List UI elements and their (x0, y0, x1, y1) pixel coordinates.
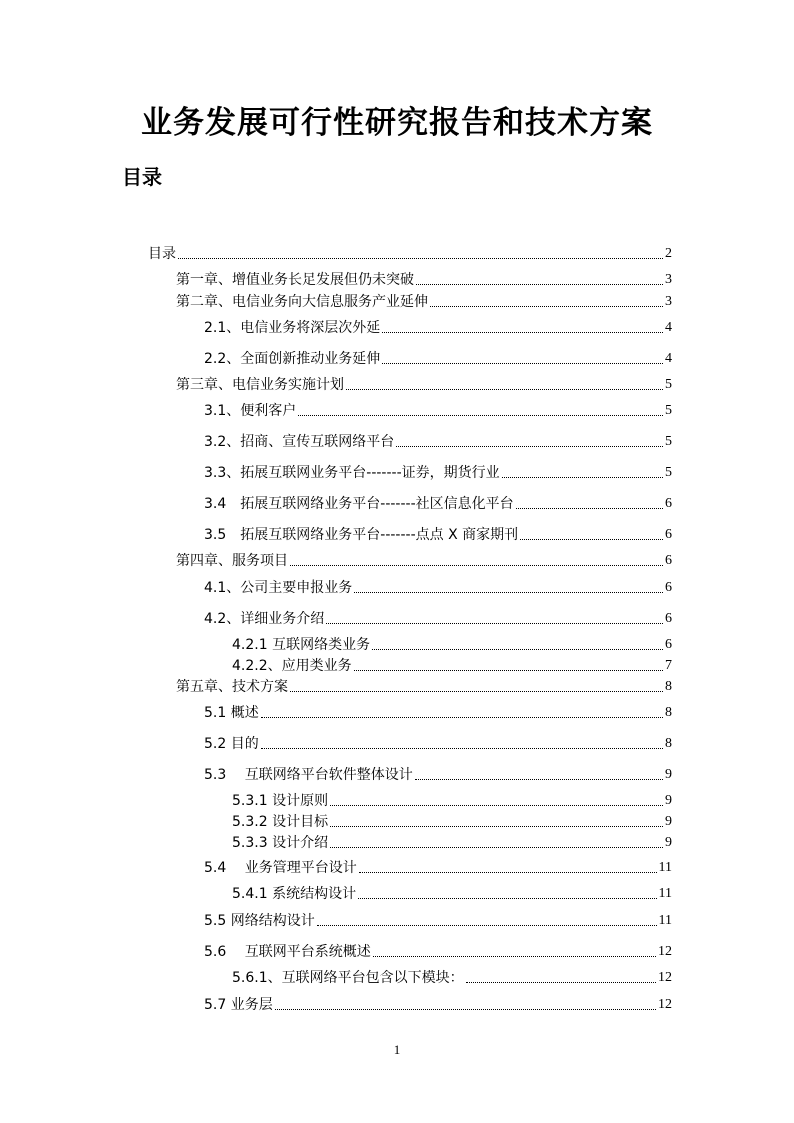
toc-entry-page: 9 (665, 767, 672, 782)
toc-entry-page: 6 (665, 637, 672, 652)
toc-entry[interactable] (176, 677, 672, 695)
toc-entry[interactable] (204, 318, 672, 336)
toc-leader (372, 649, 663, 650)
toc-entry-page: 5 (665, 403, 672, 418)
toc-leader (354, 592, 663, 593)
toc-entry-text: 3.1、便利客户 (204, 403, 297, 419)
toc-entry-page: 8 (665, 705, 672, 720)
toc-entry-page: 7 (665, 658, 672, 673)
toc-entry-page: 9 (665, 835, 672, 850)
toc-entry[interactable] (232, 791, 672, 809)
toc-leader (382, 332, 663, 333)
toc-entry-page: 12 (658, 970, 672, 985)
toc-leader (290, 565, 663, 566)
toc-entry-page: 9 (665, 793, 672, 808)
toc-leader (415, 779, 663, 780)
toc-entry[interactable] (232, 968, 672, 986)
toc-leader (330, 847, 663, 848)
toc-entry[interactable] (204, 609, 672, 627)
toc-entry-text: 5.6 互联网平台系统概述 (204, 944, 371, 960)
toc-entry[interactable] (204, 995, 672, 1013)
toc-entry-text: 第二章、电信业务向大信息服务产业延伸 (176, 294, 428, 310)
toc-entry-page: 5 (665, 434, 672, 449)
toc-leader (382, 363, 663, 364)
toc-entry-text: 5.4.1 系统结构设计 (232, 886, 357, 902)
toc-entry-text: 5.3.1 设计原则 (232, 793, 329, 809)
toc-leader (290, 691, 663, 692)
toc-entry-text: 4.1、公司主要申报业务 (204, 580, 353, 596)
toc-entry[interactable] (204, 942, 672, 960)
toc-leader (516, 508, 663, 509)
toc-entry-text: 3.5 拓展互联网络业务平台-------点点 X 商家期刊 (204, 527, 519, 543)
toc-entry-text: 3.2、招商、宣传互联网络平台 (204, 434, 395, 450)
toc-entry-page: 5 (665, 377, 672, 392)
toc-leader (359, 872, 657, 873)
toc-entry-page: 8 (665, 679, 672, 694)
toc-entry-text: 4.2.1 互联网络类业务 (232, 637, 371, 653)
toc-entry-text: 5.7 业务层 (204, 997, 273, 1013)
toc-entry-page: 2 (665, 246, 672, 261)
toc-entry-page: 3 (665, 272, 672, 287)
toc-entry-text: 4.2.2、应用类业务 (232, 658, 352, 674)
toc-entry-page: 6 (665, 611, 672, 626)
toc-entry[interactable] (204, 463, 672, 481)
toc-leader (330, 805, 663, 806)
toc-entry[interactable] (232, 812, 672, 830)
toc-entry[interactable] (148, 244, 672, 262)
toc-leader (358, 898, 656, 899)
toc-leader (275, 1009, 656, 1010)
toc-entry-page: 9 (665, 814, 672, 829)
toc-entry[interactable] (232, 635, 672, 653)
toc-entry[interactable] (204, 578, 672, 596)
toc-entry-text: 4.2、详细业务介绍 (204, 611, 325, 627)
toc-leader (502, 477, 663, 478)
toc-entry[interactable] (232, 884, 672, 902)
toc-leader (330, 826, 663, 827)
toc-entry[interactable] (204, 703, 672, 721)
toc-entry-page: 8 (665, 736, 672, 751)
toc-leader (416, 284, 663, 285)
toc-entry-page: 3 (665, 294, 672, 309)
toc-entry[interactable] (204, 911, 672, 929)
page-number: 1 (393, 1042, 401, 1057)
toc-entry-page: 4 (665, 351, 672, 366)
toc-entry[interactable] (232, 833, 672, 851)
toc-leader (326, 623, 663, 624)
toc-entry-text: 目录 (148, 246, 176, 262)
toc-entry[interactable] (204, 765, 672, 783)
toc-heading: 目录 (122, 165, 162, 189)
toc-entry-page: 4 (665, 320, 672, 335)
toc-leader (317, 925, 657, 926)
toc-entry-text: 5.4 业务管理平台设计 (204, 860, 357, 876)
toc-entry-text: 第一章、增值业务长足发展但仍未突破 (176, 272, 414, 288)
toc-leader (373, 956, 656, 957)
toc-entry-text: 5.3 互联网络平台软件整体设计 (204, 767, 413, 783)
toc-leader (261, 717, 663, 718)
toc-entry-text: 2.1、电信业务将深层次外延 (204, 320, 381, 336)
toc-entry-text: 2.2、全面创新推动业务延伸 (204, 351, 381, 367)
toc-entry[interactable] (176, 375, 672, 393)
toc-entry-text: 5.1 概述 (204, 705, 259, 721)
toc-leader (178, 258, 663, 259)
toc-entry[interactable] (176, 270, 672, 288)
toc-leader (396, 446, 663, 447)
toc-entry-page: 11 (658, 913, 672, 928)
document-title: 业务发展可行性研究报告和技术方案 (141, 105, 653, 141)
toc-entry[interactable] (232, 656, 672, 674)
toc-entry-page: 6 (665, 496, 672, 511)
toc-entry-page: 6 (665, 553, 672, 568)
toc-entry[interactable] (204, 494, 672, 512)
toc-leader (520, 539, 663, 540)
toc-entry-page: 12 (658, 997, 672, 1012)
toc-entry-text: 3.4 拓展互联网络业务平台-------社区信息化平台 (204, 496, 514, 512)
toc-entry-text: 第四章、服务项目 (176, 553, 288, 569)
toc-entry-text: 5.2 目的 (204, 736, 259, 752)
toc-leader (298, 415, 663, 416)
toc-entry-text: 5.5 网络结构设计 (204, 913, 315, 929)
toc-entry-page: 11 (658, 860, 672, 875)
toc-entry-text: 3.3、拓展互联网业务平台-------证券，期货行业 (204, 465, 500, 481)
toc-entry-page: 5 (665, 465, 672, 480)
toc-entry[interactable] (176, 551, 672, 569)
toc-leader (354, 670, 663, 671)
toc-leader (466, 982, 656, 983)
toc-entry[interactable] (204, 432, 672, 450)
toc-entry-text: 5.6.1、互联网络平台包含以下模块： (232, 970, 464, 986)
toc-leader (346, 389, 663, 390)
toc-entry[interactable] (176, 292, 672, 310)
toc-entry[interactable] (204, 401, 672, 419)
toc-entry-text: 5.3.2 设计目标 (232, 814, 329, 830)
toc-entry-text: 第三章、电信业务实施计划 (176, 377, 344, 393)
toc-entry-text: 5.3.3 设计介绍 (232, 835, 329, 851)
toc-leader (261, 748, 663, 749)
toc-entry[interactable] (204, 734, 672, 752)
toc-entry[interactable] (204, 525, 672, 543)
toc-entry-page: 6 (665, 580, 672, 595)
toc-entry-text: 第五章、技术方案 (176, 679, 288, 695)
toc-entry[interactable] (204, 858, 672, 876)
toc-entry-page: 11 (658, 886, 672, 901)
toc-entry-page: 12 (658, 944, 672, 959)
toc-entry-page: 6 (665, 527, 672, 542)
toc-entry[interactable] (204, 349, 672, 367)
toc-leader (430, 306, 663, 307)
